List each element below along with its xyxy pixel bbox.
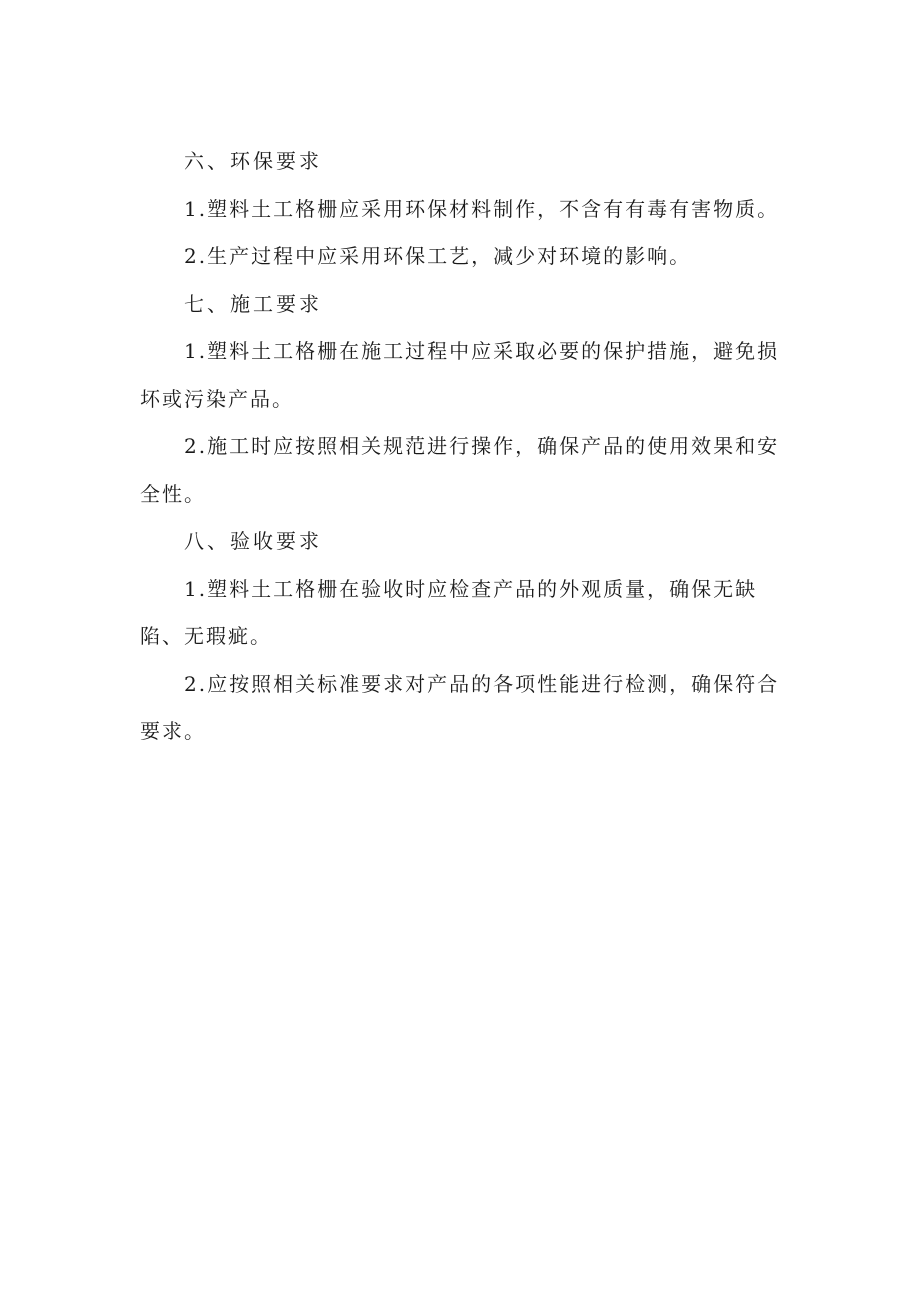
section-heading-environmental: 六、环保要求: [184, 149, 322, 173]
section-heading-construction: 七、施工要求: [184, 291, 322, 316]
paragraph-construction-2: 2.施工时应按照相关规范进行操作，确保产品的使用效果和安全性。: [140, 434, 780, 506]
paragraph-acceptance-2: 2.应按照相关标准要求对产品的各项性能进行检测，确保符合要求。: [140, 671, 780, 743]
document-body: [140, 138, 790, 756]
paragraph-environmental-1: 1.塑料土工格栅应采用环保材料制作，不含有有毒有害物质。: [184, 196, 780, 221]
paragraph-acceptance-1: 1.塑料土工格栅在验收时应检查产品的外观质量，确保无缺陷、无瑕疵。: [140, 576, 758, 648]
paragraph-environmental-2: 2.生产过程中应采用环保工艺，减少对环境的影响。: [184, 244, 692, 268]
paragraph-construction-1: 1.塑料土工格栅在施工过程中应采取必要的保护措施，避免损坏或污染产品。: [140, 339, 780, 411]
section-heading-acceptance: 八、验收要求: [184, 529, 322, 553]
